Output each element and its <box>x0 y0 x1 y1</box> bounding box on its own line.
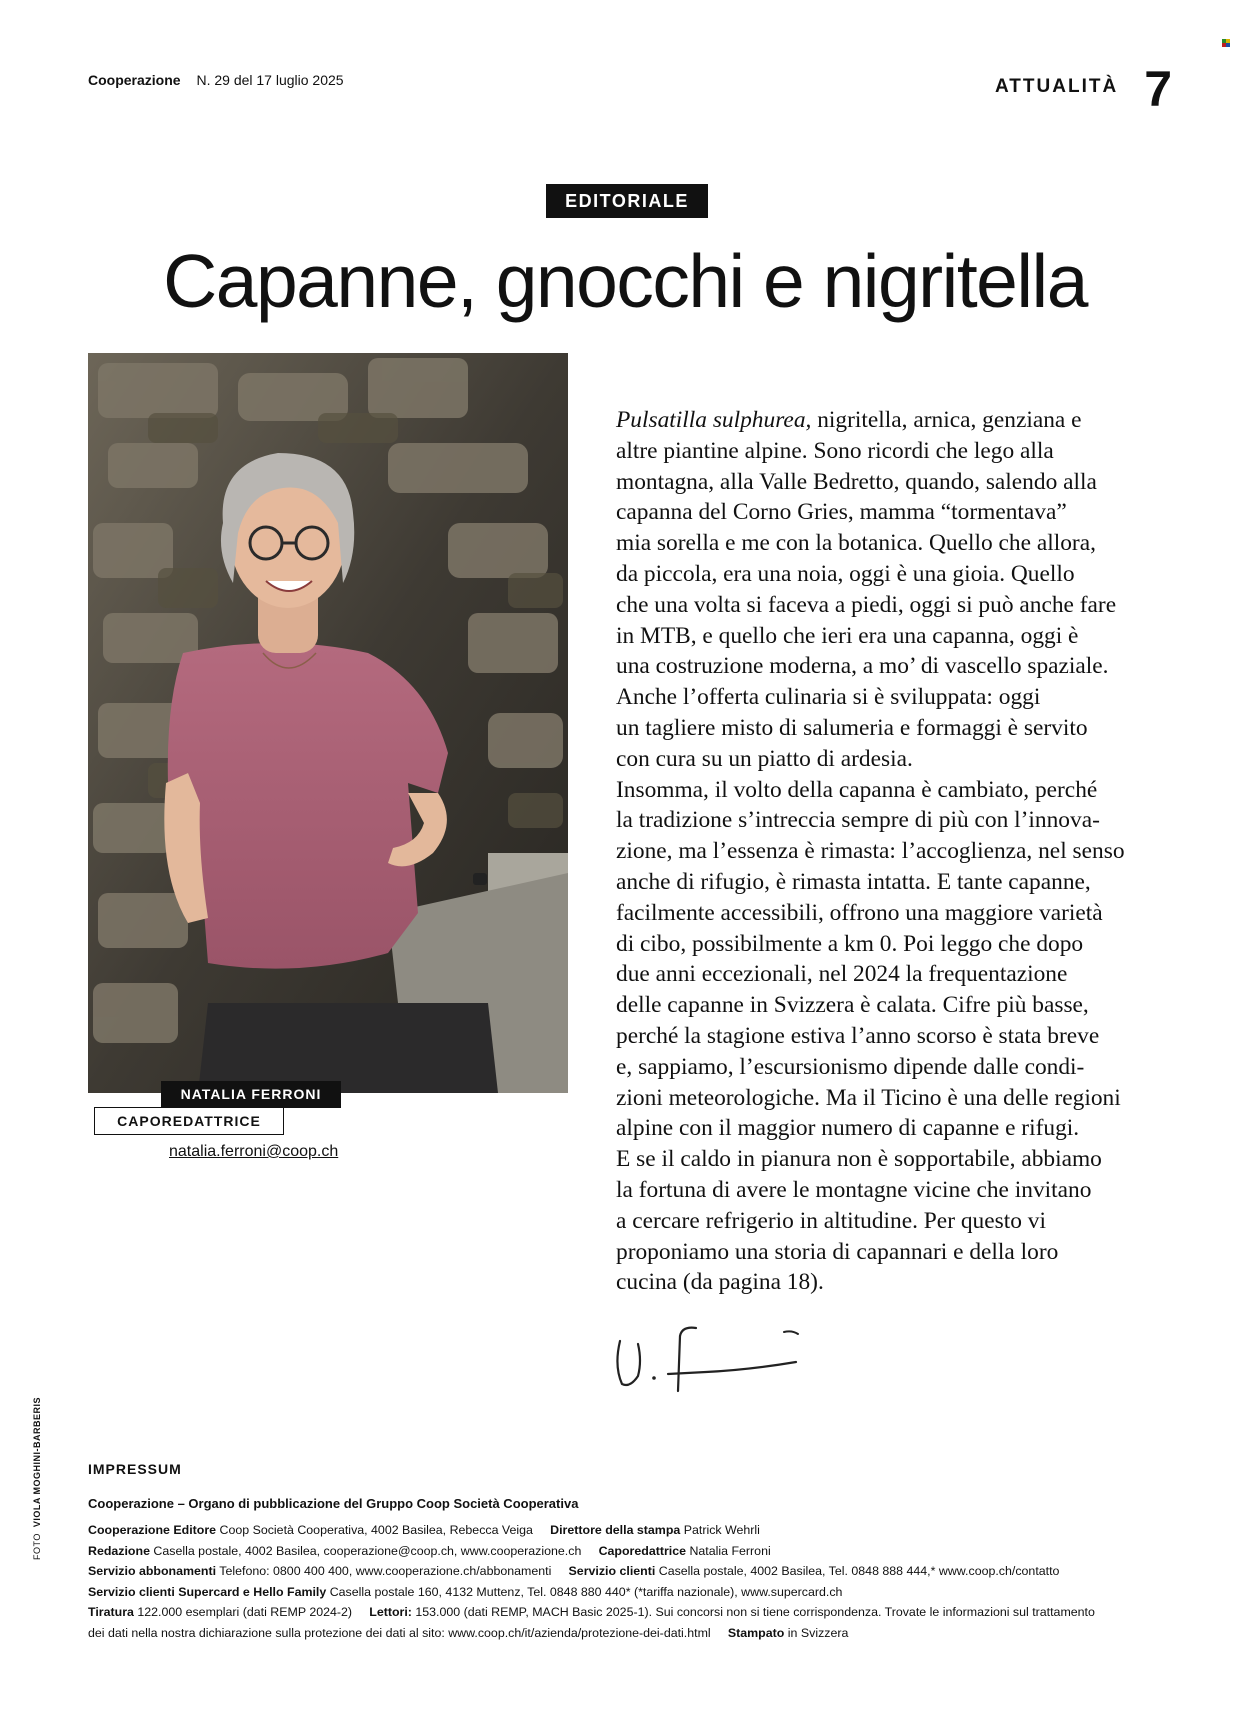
credit-name: VIOLA MOGHINI-BARBERIS <box>32 1396 42 1528</box>
publication-name: Cooperazione <box>88 72 181 88</box>
body-line: nigritella, arnica, genziana e <box>811 407 1082 433</box>
impressum-line <box>88 1541 1188 1562</box>
body-line: da piccola, era una noia, oggi è una gioia. Quello <box>616 560 1075 587</box>
impressum-text: Casella postale, 4002 Basilea, Tel. 0848 888 444,* www.coop.ch/contatto <box>655 1564 1060 1578</box>
impressum-text: Casella postale 160, 4132 Muttenz, Tel. 0848 880 440* (*tariffa nazionale), www.supercard.ch <box>326 1584 843 1599</box>
body-line: Insomma, il volto della capanna è cambiato, perché <box>616 776 1098 803</box>
body-line: altre piantine alpine. Sono ricordi che lego alla <box>616 437 1054 464</box>
body-line: delle capanne in Svizzera è calata. Cifre più basse, <box>616 992 1089 1019</box>
body-line: con cura su un piatto di ardesia. <box>616 745 913 772</box>
body-line: perché la stagione estiva l’anno scorso è stata breve <box>616 1022 1100 1049</box>
photo-credit <box>32 1397 42 1560</box>
body-line: di cibo, possibilmente a km 0. Poi leggo che dopo <box>616 930 1084 957</box>
impressum-line <box>88 1582 1188 1603</box>
body-line: proponiamo una storia di capannari e della loro <box>616 1238 1059 1265</box>
body-line: montagna, alla Valle Bedretto, quando, salendo alla <box>616 468 1097 495</box>
impressum-text: Patrick Wehrli <box>680 1523 760 1537</box>
author-email-link[interactable]: natalia.ferroni@coop.ch <box>169 1143 339 1160</box>
impressum-text: in Svizzera <box>784 1625 849 1640</box>
print-color-mark <box>1222 34 1230 42</box>
article-body <box>616 405 1176 1298</box>
body-line: e, sappiamo, l’escursionismo dipende dalle condi- <box>616 1053 1085 1080</box>
body-line: facilmente accessibili, offrono una maggiore varietà <box>616 899 1103 926</box>
section-header <box>995 61 1172 117</box>
impressum-line <box>88 1623 1188 1644</box>
impressum-label: Caporedattrice <box>598 1543 687 1558</box>
body-line: la tradizione s’intreccia sempre di più con l’innova- <box>616 807 1100 834</box>
impressum-text: Telefono: 0800 400 400, www.cooperazione.ch/abbonamenti <box>216 1564 552 1578</box>
author-name: NATALIA FERRONI <box>161 1081 341 1108</box>
body-line: che una volta si faceva a piedi, oggi si può anche fare <box>616 591 1117 618</box>
impressum-text: Natalia Ferroni <box>686 1543 771 1558</box>
impressum-text: Coop Società Cooperativa, 4002 Basilea, Rebecca Veiga <box>216 1523 533 1537</box>
impressum-text: 122.000 esemplari (dati REMP 2024-2) <box>133 1605 353 1619</box>
body-line: alpine con il maggior numero di capanne e rifugi. <box>616 1115 1080 1142</box>
impressum-label: Lettori: <box>369 1605 412 1619</box>
issue-date: N. 29 del 17 luglio 2025 <box>196 72 344 88</box>
impressum-line <box>88 1602 1188 1623</box>
body-line: in MTB, e quello che ieri era una capanna, oggi è <box>616 622 1079 649</box>
body-line: un tagliere misto di salumeria e formaggi è servito <box>616 714 1088 741</box>
body-line: due anni eccezionali, nel 2024 la frequentazione <box>616 961 1068 988</box>
impressum-organ: Cooperazione – Organo di pubblicazione del Gruppo Coop Società Cooperativa <box>88 1496 579 1511</box>
body-line: zione, ma l’essenza è rimasta: l’accoglienza, nel senso <box>616 838 1125 865</box>
impressum-line <box>88 1561 1188 1582</box>
body-line: a cercare refrigerio in altitudine. Per questo vi <box>616 1207 1046 1234</box>
body-line: mia sorella e me con la botanica. Quello che allora, <box>616 530 1096 557</box>
impressum-label: Redazione <box>88 1543 150 1558</box>
page-number: 7 <box>1144 61 1172 117</box>
impressum-label: Stampato <box>727 1625 785 1640</box>
impressum-label: Cooperazione Editore <box>88 1523 217 1537</box>
publication-info <box>88 72 344 88</box>
impressum-label: Servizio abbonamenti <box>88 1564 217 1578</box>
body-line: capanna del Corno Gries, mamma “tormentava” <box>616 499 1067 526</box>
body-line: una costruzione moderna, a mo’ di vascello spaziale. <box>616 653 1109 680</box>
headline: Capanne, gnocchi e nigritella <box>163 239 1087 323</box>
impressum-label: Servizio clienti <box>568 1564 656 1578</box>
body-line: zioni meteorologiche. Ma il Ticino è una delle regioni <box>616 1084 1121 1111</box>
impressum-details <box>88 1520 1188 1643</box>
author-photo <box>88 353 568 1093</box>
impressum-text: dei dati nella nostra dichiarazione sulla protezione dei dati al sito: www.coop.ch/it/azienda/protezione-dei-dati.html <box>88 1625 711 1640</box>
body-line: Anche l’offerta culinaria si è sviluppata: oggi <box>616 684 1041 711</box>
section-name: ATTUALITÀ <box>995 76 1119 97</box>
impressum-label: Servizio clienti Supercard e Hello Family <box>88 1584 327 1599</box>
body-line: cucina (da pagina 18). <box>616 1269 824 1296</box>
impressum-label: Tiratura <box>88 1605 134 1619</box>
body-line: E se il caldo in pianura non è sopportabile, abbiamo <box>616 1146 1102 1173</box>
impressum-line <box>88 1520 1188 1541</box>
credit-label: FOTO <box>32 1533 42 1560</box>
impressum-title: IMPRESSUM <box>88 1461 182 1477</box>
body-line: anche di rifugio, è rimasta intatta. E tante capanne, <box>616 868 1091 895</box>
body-italic-lead: Pulsatilla sulphurea, <box>616 407 812 433</box>
impressum-label: Direttore della stampa <box>550 1523 681 1537</box>
handwritten-signature <box>608 1316 808 1396</box>
author-role: CAPOREDATTRICE <box>94 1107 284 1135</box>
body-line: la fortuna di avere le montagne vicine che invitano <box>616 1176 1092 1203</box>
kicker-label: EDITORIALE <box>546 184 708 218</box>
impressum-text: 153.000 (dati REMP, MACH Basic 2025-1). Sui concorsi non si tiene corrispondenza. Trovate le informazioni sul trattamento <box>411 1605 1095 1619</box>
impressum-text: Casella postale, 4002 Basilea, cooperazione@coop.ch, www.cooperazione.ch <box>149 1543 582 1558</box>
